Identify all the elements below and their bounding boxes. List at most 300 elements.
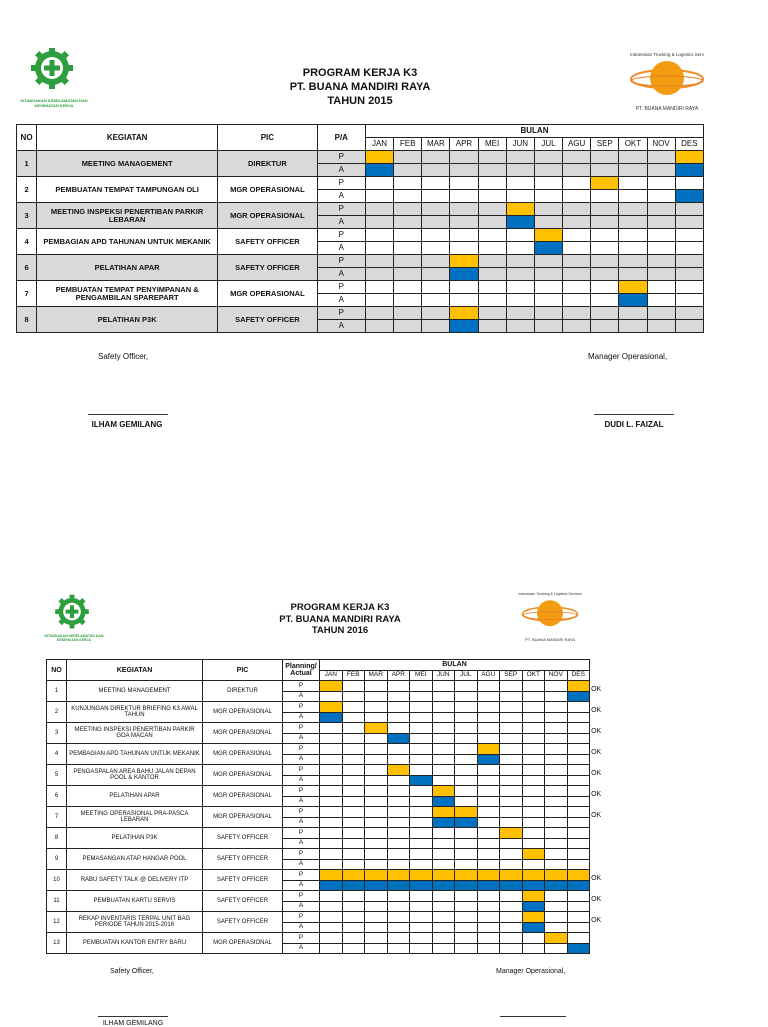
doc2-title-line1: PROGRAM KERJA K3: [290, 602, 390, 613]
planning-cell-feb: [342, 891, 365, 902]
planning-cell-mei: [410, 828, 433, 839]
planning-cell-feb: [342, 828, 365, 839]
header-planning-actual: Planning/ Actual: [283, 660, 320, 681]
planning-cell-des: [675, 203, 703, 216]
planning-cell-apr: [387, 849, 410, 860]
header-pic: PIC: [203, 660, 283, 681]
actual-cell-apr: [387, 796, 410, 807]
actual-cell-okt: [522, 796, 545, 807]
actual-cell-okt: [522, 901, 545, 912]
planning-label: P: [283, 807, 320, 818]
actual-cell-jul: [534, 268, 562, 281]
planning-cell-apr: [450, 307, 478, 320]
planning-cell-jan: [365, 307, 393, 320]
planning-cell-sep: [591, 255, 619, 268]
actual-cell-jan: [365, 190, 393, 203]
planning-cell-des: [567, 681, 590, 692]
actual-cell-mei: [410, 733, 433, 744]
actual-cell-jun: [506, 190, 534, 203]
planning-cell-jun: [432, 891, 455, 902]
brand-name: PT. BUANA MANDIRI RAYA: [635, 106, 699, 112]
status-ok-label: OK: [591, 896, 602, 903]
actual-cell-nov: [545, 838, 568, 849]
planning-cell-mar: [365, 786, 388, 797]
planning-cell-mei: [410, 681, 433, 692]
actual-cell-mar: [365, 691, 388, 702]
row-pic: MGR OPERASIONAL: [203, 744, 283, 765]
row-no: 4: [17, 229, 37, 255]
actual-cell-nov: [545, 943, 568, 954]
row-kegiatan: MEETING MANAGEMENT: [67, 681, 203, 702]
planning-cell-okt: [619, 151, 647, 164]
actual-cell-feb: [394, 242, 422, 255]
k3-logo-caption: DITANDAKAN KESELAMATAN DAN KESEHATAN KERJA: [20, 98, 88, 108]
actual-cell-okt: [619, 294, 647, 307]
planning-cell-jul: [455, 933, 478, 944]
status-ok-label: OK: [591, 728, 602, 735]
row-pic: MGR OPERASIONAL: [203, 723, 283, 744]
actual-cell-mar: [422, 242, 450, 255]
row-no: 11: [47, 891, 67, 912]
planning-cell-jun: [432, 912, 455, 923]
month-header-jun: JUN: [506, 138, 534, 151]
actual-cell-sep: [500, 754, 523, 765]
planning-cell-sep: [500, 849, 523, 860]
actual-cell-sep: [591, 164, 619, 177]
actual-cell-sep: [500, 901, 523, 912]
planning-cell-mar: [365, 870, 388, 881]
planning-cell-feb: [342, 933, 365, 944]
planning-cell-sep: [500, 828, 523, 839]
planning-cell-jul: [534, 177, 562, 190]
planning-cell-feb: [342, 849, 365, 860]
table-row-planning: [47, 786, 590, 797]
planning-cell-okt: [619, 281, 647, 294]
planning-cell-des: [675, 177, 703, 190]
doc1-left-signature-line: [88, 414, 168, 415]
actual-cell-jul: [455, 880, 478, 891]
planning-cell-nov: [647, 151, 675, 164]
actual-cell-nov: [545, 796, 568, 807]
planning-cell-agu: [477, 828, 500, 839]
planning-cell-feb: [394, 151, 422, 164]
planning-cell-mar: [422, 307, 450, 320]
actual-cell-des: [567, 775, 590, 786]
row-pic: MGR OPERASIONAL: [218, 281, 318, 307]
planning-cell-okt: [522, 891, 545, 902]
planning-cell-mei: [478, 281, 506, 294]
actual-cell-jan: [365, 294, 393, 307]
planning-cell-sep: [500, 807, 523, 818]
actual-cell-jul: [534, 216, 562, 229]
actual-cell-feb: [342, 859, 365, 870]
planning-cell-jan: [320, 723, 343, 734]
planning-cell-jun: [432, 807, 455, 818]
row-pic: SAFETY OFFICER: [218, 307, 318, 333]
planning-cell-okt: [522, 849, 545, 860]
actual-cell-mei: [410, 796, 433, 807]
row-kegiatan: RABU SAFETY TALK @ DELIVERY ITP: [67, 870, 203, 891]
planning-cell-apr: [387, 723, 410, 734]
planning-cell-agu: [563, 307, 591, 320]
brand-globe-icon: [612, 57, 722, 101]
planning-cell-nov: [647, 255, 675, 268]
planning-cell-sep: [500, 786, 523, 797]
row-pic: SAFETY OFFICER: [203, 891, 283, 912]
planning-cell-mei: [410, 912, 433, 923]
actual-cell-feb: [342, 691, 365, 702]
planning-cell-jun: [506, 203, 534, 216]
row-pic: SAFETY OFFICER: [218, 229, 318, 255]
actual-cell-des: [567, 754, 590, 765]
actual-cell-apr: [450, 268, 478, 281]
actual-cell-feb: [394, 320, 422, 333]
row-kegiatan: PENGASPALAN AREA BAHU JALAN DEPAN POOL & KANTOR: [67, 765, 203, 786]
planning-cell-okt: [522, 723, 545, 734]
planning-cell-nov: [545, 891, 568, 902]
month-header-agu: AGU: [563, 138, 591, 151]
planning-cell-apr: [450, 281, 478, 294]
actual-cell-sep: [591, 242, 619, 255]
actual-cell-sep: [591, 320, 619, 333]
planning-cell-sep: [591, 281, 619, 294]
actual-label: A: [317, 190, 365, 203]
planning-cell-jul: [534, 307, 562, 320]
row-no: 12: [47, 912, 67, 933]
actual-cell-sep: [500, 733, 523, 744]
planning-cell-jul: [534, 281, 562, 294]
actual-cell-feb: [394, 190, 422, 203]
actual-cell-nov: [545, 712, 568, 723]
planning-cell-apr: [387, 765, 410, 776]
status-ok-label: OK: [591, 791, 602, 798]
row-kegiatan: PEMBUATAN KARTU SERVIS: [67, 891, 203, 912]
planning-cell-agu: [477, 933, 500, 944]
planning-cell-apr: [387, 681, 410, 692]
actual-cell-feb: [394, 164, 422, 177]
actual-cell-des: [567, 733, 590, 744]
row-kegiatan: PELATIHAN APAR: [37, 255, 218, 281]
actual-cell-des: [567, 943, 590, 954]
planning-label: P: [283, 723, 320, 734]
planning-cell-mar: [365, 723, 388, 734]
planning-cell-jul: [455, 849, 478, 860]
actual-cell-jan: [320, 922, 343, 933]
actual-cell-jun: [432, 733, 455, 744]
planning-cell-mar: [365, 681, 388, 692]
planning-cell-mei: [410, 933, 433, 944]
planning-cell-jan: [320, 870, 343, 881]
planning-cell-jul: [455, 912, 478, 923]
planning-cell-jan: [365, 255, 393, 268]
actual-cell-des: [567, 838, 590, 849]
actual-cell-agu: [563, 242, 591, 255]
actual-cell-mei: [410, 712, 433, 723]
month-header-apr: APR: [387, 670, 410, 681]
actual-cell-mar: [365, 754, 388, 765]
doc2-left-signature-line: [98, 1016, 168, 1017]
status-ok-label: OK: [591, 770, 602, 777]
planning-cell-jun: [432, 765, 455, 776]
row-kegiatan: PEMASANGAN ATAP HANGAR POOL: [67, 849, 203, 870]
actual-cell-apr: [450, 164, 478, 177]
planning-cell-jan: [365, 203, 393, 216]
planning-cell-des: [675, 229, 703, 242]
planning-cell-jun: [506, 255, 534, 268]
planning-cell-jul: [455, 681, 478, 692]
doc1-left-signature-name: ILHAM GEMILANG: [91, 420, 163, 429]
planning-cell-okt: [619, 229, 647, 242]
planning-cell-des: [567, 912, 590, 923]
doc1-right-signature-role: Manager Operasional,: [588, 352, 668, 361]
month-header-des: DES: [567, 670, 590, 681]
actual-label: A: [283, 775, 320, 786]
row-pic: SAFETY OFFICER: [203, 912, 283, 933]
k3-logo-2-caption: DITANDAKAN KESELAMATAN DAN KESEHATAN KERJA: [44, 634, 104, 642]
actual-cell-mei: [478, 216, 506, 229]
actual-cell-feb: [342, 775, 365, 786]
status-ok-label: OK: [591, 749, 602, 756]
actual-cell-agu: [477, 796, 500, 807]
row-pic: DIREKTUR: [218, 151, 318, 177]
actual-cell-agu: [477, 838, 500, 849]
actual-cell-nov: [545, 859, 568, 870]
planning-cell-des: [675, 255, 703, 268]
planning-cell-mei: [410, 849, 433, 860]
actual-cell-jan: [365, 164, 393, 177]
actual-cell-okt: [522, 712, 545, 723]
actual-label: A: [283, 796, 320, 807]
planning-cell-jun: [432, 933, 455, 944]
table-row-planning: [47, 723, 590, 734]
planning-cell-mar: [365, 849, 388, 860]
brand-tagline-2: Indonesian Trucking & Logistics Services: [518, 592, 582, 596]
row-pic: MGR OPERASIONAL: [203, 933, 283, 954]
planning-cell-agu: [563, 177, 591, 190]
actual-cell-sep: [500, 943, 523, 954]
actual-cell-des: [675, 216, 703, 229]
actual-cell-feb: [342, 754, 365, 765]
planning-cell-nov: [545, 933, 568, 944]
actual-cell-nov: [545, 922, 568, 933]
row-no: 2: [47, 702, 67, 723]
actual-label: A: [317, 242, 365, 255]
actual-cell-sep: [500, 859, 523, 870]
actual-label: A: [317, 320, 365, 333]
actual-cell-okt: [522, 754, 545, 765]
actual-cell-mar: [365, 712, 388, 723]
planning-cell-apr: [387, 828, 410, 839]
planning-cell-apr: [450, 255, 478, 268]
header-pic: PIC: [218, 125, 318, 151]
row-kegiatan: PEMBAGIAN APD TAHUNAN UNTUK MEKANIK: [67, 744, 203, 765]
planning-cell-des: [567, 807, 590, 818]
table-row-planning: [47, 870, 590, 881]
planning-cell-jun: [506, 151, 534, 164]
actual-cell-jul: [534, 190, 562, 203]
planning-cell-mei: [410, 870, 433, 881]
actual-cell-agu: [563, 268, 591, 281]
table-row-planning: [47, 933, 590, 944]
actual-cell-apr: [450, 294, 478, 307]
actual-cell-jul: [455, 733, 478, 744]
table-row-planning: [47, 807, 590, 818]
row-no: 6: [17, 255, 37, 281]
row-no: 10: [47, 870, 67, 891]
actual-cell-nov: [647, 242, 675, 255]
actual-cell-apr: [387, 943, 410, 954]
planning-label: P: [317, 229, 365, 242]
planning-cell-okt: [619, 307, 647, 320]
actual-cell-jul: [455, 775, 478, 786]
row-no: 8: [47, 828, 67, 849]
status-ok-label: OK: [591, 917, 602, 924]
actual-cell-okt: [522, 775, 545, 786]
planning-cell-nov: [545, 723, 568, 734]
planning-label: P: [283, 828, 320, 839]
planning-cell-jan: [320, 933, 343, 944]
planning-cell-jul: [534, 229, 562, 242]
planning-cell-okt: [522, 786, 545, 797]
actual-cell-jan: [320, 796, 343, 807]
table-row-planning: [47, 849, 590, 860]
actual-cell-feb: [342, 712, 365, 723]
planning-cell-des: [567, 849, 590, 860]
doc1-left-signature-role: Safety Officer,: [98, 352, 149, 361]
actual-cell-apr: [387, 775, 410, 786]
actual-cell-okt: [522, 733, 545, 744]
actual-cell-agu: [477, 901, 500, 912]
planning-cell-agu: [563, 255, 591, 268]
planning-cell-jan: [320, 702, 343, 713]
month-header-mar: MAR: [422, 138, 450, 151]
actual-cell-mar: [365, 733, 388, 744]
actual-cell-mar: [365, 943, 388, 954]
table-row-planning: [17, 203, 704, 216]
planning-cell-jan: [320, 807, 343, 818]
actual-cell-jul: [455, 796, 478, 807]
planning-cell-feb: [394, 177, 422, 190]
planning-cell-okt: [522, 807, 545, 818]
planning-cell-sep: [591, 307, 619, 320]
actual-cell-okt: [619, 320, 647, 333]
actual-cell-jun: [432, 796, 455, 807]
actual-label: A: [317, 268, 365, 281]
row-pic: SAFETY OFFICER: [203, 870, 283, 891]
header-kegiatan: KEGIATAN: [37, 125, 218, 151]
k3-logo-2: [48, 594, 96, 639]
actual-cell-jun: [506, 164, 534, 177]
planning-cell-agu: [477, 912, 500, 923]
actual-cell-jul: [455, 838, 478, 849]
planning-cell-feb: [342, 870, 365, 881]
table-header-row: [17, 125, 704, 138]
actual-cell-des: [567, 691, 590, 702]
k3-logo: [22, 48, 82, 99]
actual-label: A: [283, 817, 320, 828]
actual-cell-mar: [365, 880, 388, 891]
actual-cell-agu: [563, 190, 591, 203]
planning-cell-mar: [422, 281, 450, 294]
month-header-des: DES: [675, 138, 703, 151]
actual-cell-jan: [320, 733, 343, 744]
table-row-planning: [47, 681, 590, 692]
planning-cell-sep: [500, 744, 523, 755]
actual-cell-mar: [422, 268, 450, 281]
actual-label: A: [283, 691, 320, 702]
planning-cell-apr: [387, 744, 410, 755]
planning-cell-jul: [534, 151, 562, 164]
status-ok-label: OK: [591, 875, 602, 882]
planning-cell-sep: [500, 702, 523, 713]
planning-cell-jan: [320, 744, 343, 755]
table-row-planning: [17, 151, 704, 164]
row-no: 7: [47, 807, 67, 828]
actual-cell-sep: [500, 775, 523, 786]
actual-label: A: [283, 859, 320, 870]
actual-cell-des: [675, 164, 703, 177]
actual-cell-agu: [477, 880, 500, 891]
planning-cell-jul: [455, 702, 478, 713]
planning-cell-agu: [563, 151, 591, 164]
actual-label: A: [317, 216, 365, 229]
actual-cell-agu: [563, 320, 591, 333]
planning-cell-jan: [365, 177, 393, 190]
row-no: 9: [47, 849, 67, 870]
planning-cell-agu: [563, 229, 591, 242]
planning-cell-sep: [500, 912, 523, 923]
actual-cell-mar: [365, 922, 388, 933]
actual-cell-feb: [342, 838, 365, 849]
doc2-left-signature-role: Safety Officer,: [110, 968, 154, 975]
actual-cell-jan: [365, 268, 393, 281]
actual-cell-feb: [342, 901, 365, 912]
planning-cell-apr: [387, 870, 410, 881]
actual-cell-des: [567, 922, 590, 933]
actual-cell-agu: [477, 754, 500, 765]
actual-cell-mei: [410, 775, 433, 786]
planning-cell-nov: [647, 281, 675, 294]
table-row-planning: [17, 229, 704, 242]
row-pic: SAFETY OFFICER: [203, 828, 283, 849]
actual-cell-jun: [432, 922, 455, 933]
actual-cell-mar: [422, 164, 450, 177]
actual-cell-nov: [545, 691, 568, 702]
actual-cell-nov: [647, 294, 675, 307]
planning-cell-mar: [422, 151, 450, 164]
actual-cell-mei: [478, 190, 506, 203]
planning-cell-feb: [394, 203, 422, 216]
actual-cell-agu: [477, 817, 500, 828]
planning-cell-okt: [522, 933, 545, 944]
actual-cell-okt: [522, 922, 545, 933]
planning-cell-okt: [522, 702, 545, 713]
actual-cell-agu: [563, 294, 591, 307]
planning-cell-agu: [477, 702, 500, 713]
planning-cell-sep: [591, 151, 619, 164]
actual-cell-apr: [450, 216, 478, 229]
planning-cell-mei: [410, 744, 433, 755]
actual-cell-jun: [432, 901, 455, 912]
planning-label: P: [283, 912, 320, 923]
actual-cell-okt: [619, 268, 647, 281]
table-header-row: [47, 660, 590, 671]
actual-cell-mar: [422, 190, 450, 203]
header-planning-actual: P/A: [317, 125, 365, 151]
doc1-work-program-table: [16, 124, 704, 333]
planning-cell-jun: [432, 681, 455, 692]
row-no: 13: [47, 933, 67, 954]
